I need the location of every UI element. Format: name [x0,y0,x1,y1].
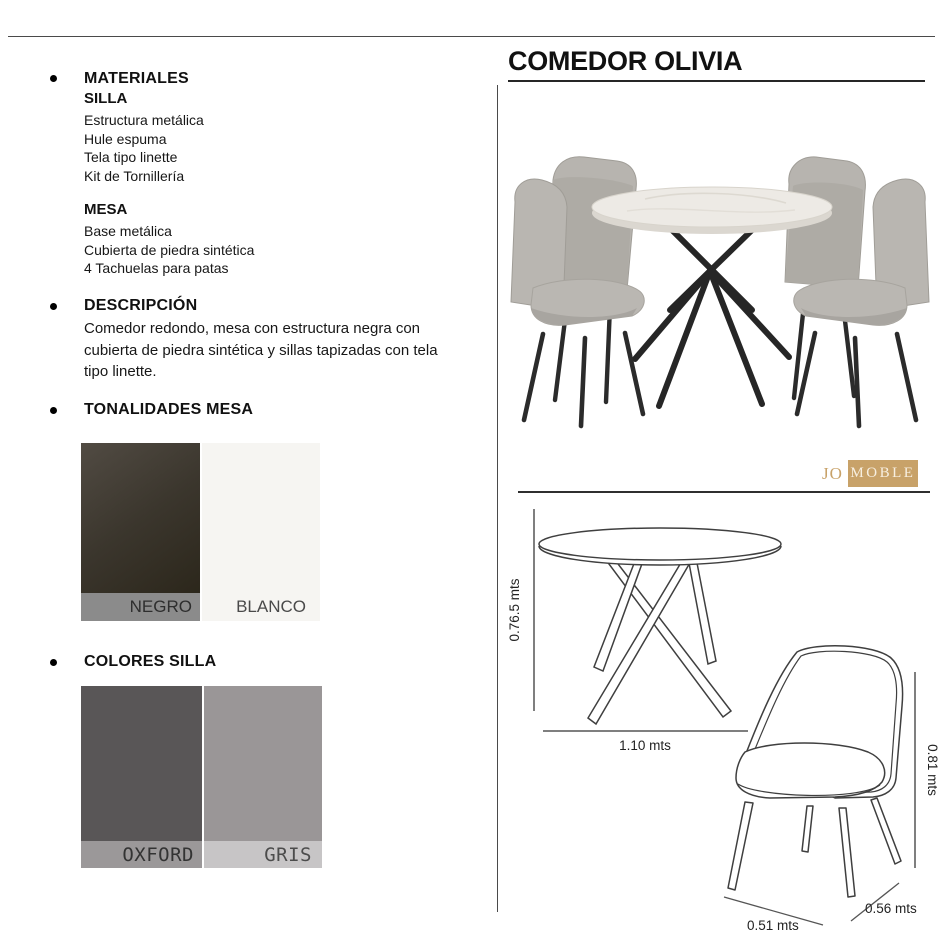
table-height-label: 0.76.5 mts [507,578,522,642]
tonalidades-heading: TONALIDADES MESA [84,401,254,418]
list-item: Cubierta de piedra sintética [84,241,255,258]
silla-heading: SILLA [84,90,128,107]
swatch-blanco [202,443,320,621]
list-item: Hule espuma [84,130,167,147]
list-item: Tela tipo linette [84,149,178,166]
colores-heading: COLORES SILLA [84,653,217,670]
tonalidades-swatches [81,443,320,621]
list-item: Estructura metálica [84,112,204,128]
swatch-gris [204,686,322,868]
brand-moble-badge: MOBLE [848,460,918,487]
silla-materials-list [84,111,204,185]
descripcion-text: Comedor redondo, mesa con estructura negra con cubierta de piedra sintética y sillas tapizadas con tela tipo linette. [84,320,438,380]
descripcion-heading: DESCRIPCIÓN [84,297,198,314]
swatch-label: NEGRO [81,593,200,621]
bullet-dot [50,75,57,82]
swatch-label: BLANCO [202,593,320,621]
brand-jo: JO [822,463,843,483]
section-rule [518,491,930,493]
materiales-heading: MATERIALES [84,70,189,87]
list-item: Base metálica [84,223,172,239]
photo-table-base [635,230,789,406]
swatch-label: OXFORD [81,841,202,868]
bullet-dot [50,407,57,414]
chair-width-label: 0.51 mts [747,918,799,933]
list-item: 4 Tachuelas para patas [84,260,229,277]
product-photo [505,138,935,443]
colores-swatches [81,686,322,868]
brand-logo [822,460,918,487]
swatch-negro [81,443,200,621]
table-width-label: 1.10 mts [619,738,671,753]
list-item: Kit de Tornillería [84,167,185,184]
mesa-heading: MESA [84,201,128,218]
bullet-dot [50,659,57,666]
photo-table-top [592,187,832,234]
top-rule [8,36,935,37]
column-divider [497,85,498,912]
mesa-materials-list [84,222,254,278]
swatch-oxford [81,686,202,868]
chair-height-label: 0.81 mts [925,744,940,796]
chair-depth-label: 0.56 mts [865,901,917,916]
swatch-label: GRIS [204,841,322,868]
bullet-dot [50,303,57,310]
page-title: COMEDOR OLIVIA [508,46,743,76]
title-rule [508,80,925,82]
chair-line-drawing [715,640,943,932]
